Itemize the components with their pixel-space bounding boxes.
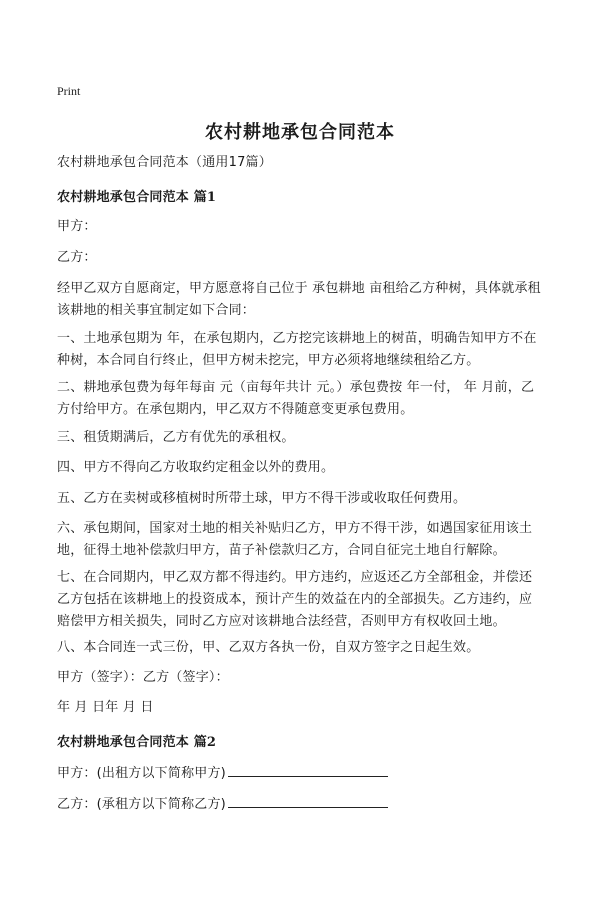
section2-heading: 农村耕地承包合同范本 篇2 <box>57 735 217 750</box>
clause-4: 四、甲方不得向乙方收取约定租金以外的费用。 <box>57 460 335 475</box>
section1-party-a: 甲方： <box>57 219 97 234</box>
section2-party-b-row <box>57 793 543 816</box>
party-b-blank-line <box>228 793 388 808</box>
document-title: 农村耕地承包合同范本 <box>205 122 395 143</box>
section1-heading: 农村耕地承包合同范本 篇1 <box>57 190 217 205</box>
clause-3: 三、租赁期满后，乙方有优先的承租权。 <box>57 430 295 445</box>
party-a-blank-line <box>228 762 388 777</box>
clause-6: 六、承包期间，国家对土地的相关补贴归乙方，甲方不得干涉，如遇国家征用该土地，征得土地补偿款归甲方，苗子补偿款归乙方，合同自征完土地自行解除。 <box>57 521 533 558</box>
section1-party-b: 乙方： <box>57 250 97 265</box>
section2-party-a-row <box>57 762 543 785</box>
clause-1: 一、土地承包期为 年，在承包期内，乙方挖完该耕地上的树苗，明确告知甲方不在种树，本合同自行终止，但甲方树未挖完，甲方必须将地继续租给乙方。 <box>57 331 537 368</box>
clause-5: 五、乙方在卖树或移植树时所带土球，甲方不得干涉或收取任何费用。 <box>57 491 467 506</box>
document-subtitle: 农村耕地承包合同范本（通用17篇） <box>57 155 272 170</box>
clause-8: 八、本合同连一式三份，甲、乙双方各执一份，自双方签字之日起生效。 <box>57 640 480 655</box>
section2-party-b: 乙方：(承租方以下简称乙方) <box>57 797 226 812</box>
clause-7: 七、在合同期内，甲乙双方都不得违约。甲方违约，应返还乙方全部租金，并偿还乙方包括在该耕地上的投资成本，预计产生的效益在内的全部损失。乙方违约，应赔偿甲方相关损失，同时乙方应对该耕地合法经营，否则甲方有权收回土地。 <box>57 570 533 629</box>
print-label: Print <box>57 84 81 98</box>
date-line: 年 月 日年 月 日 <box>57 700 154 715</box>
section1-intro: 经甲乙双方自愿商定，甲方愿意将自己位于 承包耕地 亩租给乙方种树，具体就承租该耕地的相关事宜制定如下合同： <box>57 281 541 318</box>
section2-party-a: 甲方：(出租方以下简称甲方) <box>57 766 226 781</box>
clause-2: 二、耕地承包费为每年每亩 元（亩每年共计 元。）承包费按 年一付， 年 月前，乙方付给甲方。在承包期内，甲乙双方不得随意变更承包费用。 <box>57 380 535 417</box>
signature-line: 甲方（签字）：乙方（签字）： <box>57 670 229 685</box>
